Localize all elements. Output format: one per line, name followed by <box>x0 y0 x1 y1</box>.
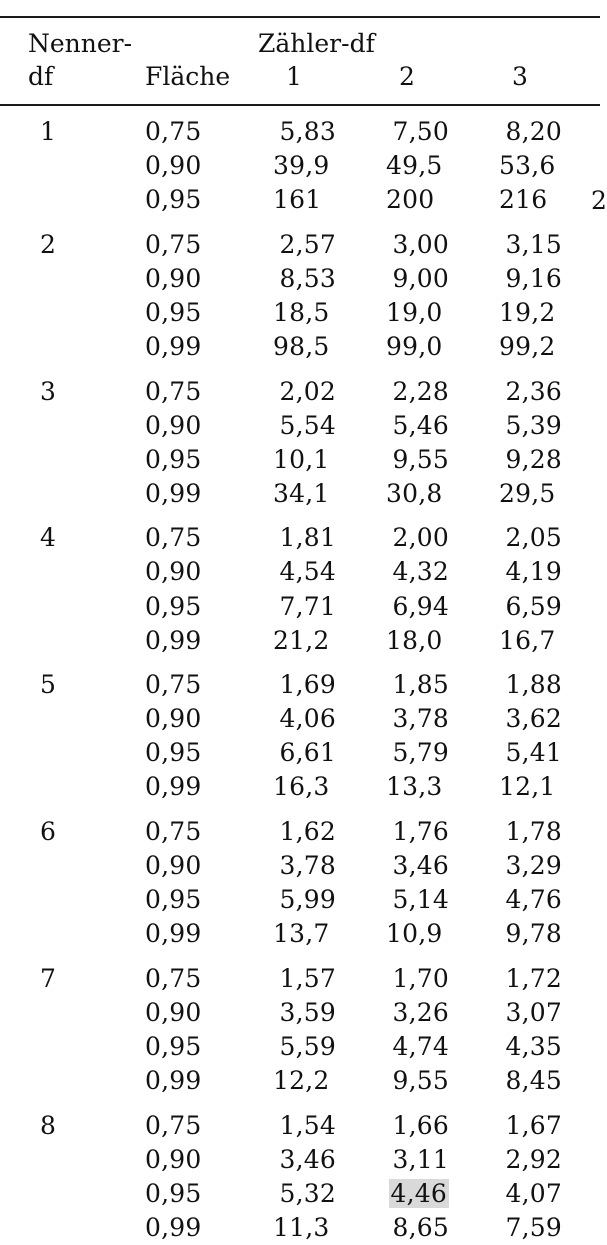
value-cell-v2 <box>386 330 442 364</box>
value-cell-v3 <box>498 849 562 883</box>
value-text: 8,45 <box>505 1066 562 1095</box>
value-cell-v1 <box>272 375 336 409</box>
value-cell-v3 <box>498 1143 562 1177</box>
value-text: 2,92 <box>505 1144 562 1174</box>
value-cell-v1 <box>272 1030 336 1064</box>
value-text: 4,35 <box>505 1031 562 1061</box>
value-cell-v1 <box>272 1143 336 1177</box>
value-text: 1,81 <box>279 523 336 553</box>
value-text: 12,1 <box>499 772 556 802</box>
value-cell-v2 <box>385 962 449 996</box>
value-cell-v3 <box>498 443 562 477</box>
area-cell: 0,90 <box>145 151 202 181</box>
value-text: 2,57 <box>279 229 336 259</box>
value-text: 11,3 <box>273 1212 330 1242</box>
value-cell-v2 <box>385 702 449 736</box>
value-cell-v2 <box>386 296 442 330</box>
value-text: 200 <box>386 185 435 215</box>
value-text: 6,61 <box>279 738 336 768</box>
value-cell-v2 <box>385 1064 449 1098</box>
value-cell-v2 <box>385 1177 449 1211</box>
value-text: 3,29 <box>505 851 562 880</box>
value-text: 99,0 <box>386 332 443 361</box>
value-text: 7,71 <box>279 591 336 621</box>
value-cell-v1 <box>273 330 329 364</box>
value-text: 13,3 <box>386 772 443 802</box>
value-text: 1,62 <box>279 816 336 846</box>
value-cell-v2 <box>385 736 449 770</box>
value-text: 5,41 <box>505 738 562 768</box>
value-text: 3,46 <box>392 851 449 880</box>
value-text: 5,79 <box>392 738 449 768</box>
value-text: 3,11 <box>392 1144 449 1174</box>
value-cell-v3 <box>498 962 562 996</box>
value-cell-v1 <box>272 849 336 883</box>
value-text: 16,3 <box>273 772 330 802</box>
header-nenner-line2: df <box>28 62 54 91</box>
value-cell-v3 <box>498 883 562 917</box>
value-cell-v2 <box>385 815 449 849</box>
value-cell-v2 <box>385 1030 449 1064</box>
value-text: 2,05 <box>505 523 562 553</box>
value-text: 19,0 <box>386 297 443 327</box>
denominator-df-cell: 2 <box>40 229 57 259</box>
value-text: 6,59 <box>505 591 562 621</box>
value-text: 5,99 <box>279 885 336 915</box>
value-text: 16,7 <box>499 625 556 655</box>
value-text: 3,15 <box>505 229 562 259</box>
value-cell-v3 <box>498 590 562 624</box>
value-cell-v1 <box>273 443 329 477</box>
value-cell-v1 <box>272 262 336 296</box>
value-cell-v2 <box>385 375 449 409</box>
area-cell: 0,75 <box>145 1110 202 1140</box>
header-flaeche: Fläche <box>145 62 231 91</box>
area-cell: 0,99 <box>145 919 202 949</box>
value-text: 4,46 <box>390 1178 447 1208</box>
value-text: 5,83 <box>279 117 336 146</box>
denominator-df-cell: 6 <box>40 816 57 846</box>
value-text: 4,06 <box>279 704 336 734</box>
area-cell: 0,75 <box>145 117 202 146</box>
value-cell-v1 <box>272 815 336 849</box>
value-cell-v1 <box>273 624 329 658</box>
denominator-df-cell: 8 <box>40 1110 57 1140</box>
value-cell-v3 <box>499 624 555 658</box>
value-text: 5,59 <box>279 1031 336 1061</box>
value-cell-v1 <box>273 770 329 804</box>
value-text: 8,20 <box>505 117 562 146</box>
value-text: 5,14 <box>392 885 449 915</box>
value-cell-v1 <box>272 736 336 770</box>
value-text: 3,59 <box>279 997 336 1027</box>
area-cell: 0,95 <box>145 885 202 915</box>
value-cell-v2 <box>386 770 442 804</box>
area-cell: 0,75 <box>145 229 202 259</box>
area-cell: 0,75 <box>145 376 202 406</box>
value-cell-v3 <box>498 736 562 770</box>
value-text: 9,00 <box>392 263 449 293</box>
value-text: 1,69 <box>279 670 336 700</box>
value-cell-v1 <box>272 702 336 736</box>
value-text: 8,53 <box>279 263 336 293</box>
value-cell-v2 <box>385 115 449 149</box>
value-text: 9,55 <box>392 444 449 474</box>
value-cell-v3 <box>499 770 555 804</box>
header-zaehler-df: Zähler-df <box>258 29 375 58</box>
value-text: 7,59 <box>505 1212 562 1242</box>
value-cell-v2 <box>385 883 449 917</box>
value-text: 29,5 <box>499 478 556 508</box>
value-text: 4,07 <box>505 1178 562 1208</box>
area-cell: 0,95 <box>145 444 202 474</box>
value-cell-v3 <box>499 149 555 183</box>
value-text: 99,2 <box>499 332 556 361</box>
value-text: 5,32 <box>279 1178 336 1208</box>
value-cell-v3 <box>498 1211 562 1245</box>
value-cell-v3 <box>498 815 562 849</box>
value-cell-v3 <box>499 183 547 217</box>
value-text: 9,16 <box>505 263 562 293</box>
value-cell-v2 <box>385 1143 449 1177</box>
denominator-df-cell: 7 <box>40 963 57 993</box>
value-cell-v3 <box>498 375 562 409</box>
denominator-df-cell: 5 <box>40 670 57 700</box>
area-cell: 0,90 <box>145 704 202 734</box>
value-cell-v1 <box>273 1211 329 1245</box>
value-text: 98,5 <box>273 332 330 361</box>
area-cell: 0,95 <box>145 738 202 768</box>
top-rule <box>0 16 600 18</box>
value-text: 7,50 <box>392 117 449 146</box>
value-cell-v3 <box>499 296 555 330</box>
value-cell-v1 <box>272 555 336 589</box>
value-cell-v3 <box>498 409 562 443</box>
value-cell-v1 <box>272 1177 336 1211</box>
value-cell-v1 <box>273 149 329 183</box>
value-cell-v1 <box>273 477 329 511</box>
value-text: 3,07 <box>505 997 562 1027</box>
value-text: 3,62 <box>505 704 562 734</box>
value-text: 5,39 <box>505 410 562 440</box>
value-cell-v1 <box>272 590 336 624</box>
value-cell-v2 <box>385 228 449 262</box>
value-cell-v3 <box>499 477 555 511</box>
value-cell-v3 <box>498 1030 562 1064</box>
value-cell-v2 <box>385 443 449 477</box>
value-cell-v1 <box>273 296 329 330</box>
value-cell-v2 <box>385 996 449 1030</box>
value-cell-v2 <box>385 555 449 589</box>
header-col-2: 2 <box>399 62 415 91</box>
value-text: 13,7 <box>273 919 330 949</box>
value-cell-v3 <box>498 228 562 262</box>
value-cell-v1 <box>272 115 336 149</box>
area-cell: 0,99 <box>145 1066 202 1095</box>
value-text: 10,1 <box>273 444 330 474</box>
value-cell-v1 <box>272 883 336 917</box>
value-text: 1,67 <box>505 1110 562 1140</box>
value-text: 3,78 <box>279 851 336 880</box>
value-cell-v1 <box>273 1064 329 1098</box>
value-cell-v1 <box>272 996 336 1030</box>
value-text: 216 <box>499 185 548 215</box>
header-col-3: 3 <box>512 62 528 91</box>
denominator-df-cell: 1 <box>40 117 57 146</box>
value-text: 1,54 <box>279 1110 336 1140</box>
value-text: 1,78 <box>505 816 562 846</box>
value-cell-v1 <box>272 409 336 443</box>
denominator-df-cell: 4 <box>40 523 57 553</box>
value-cell-v2 <box>385 849 449 883</box>
area-cell: 0,99 <box>145 478 202 508</box>
value-cell-v3 <box>498 1109 562 1143</box>
value-text: 12,2 <box>273 1066 330 1095</box>
area-cell: 0,99 <box>145 625 202 655</box>
value-text: 4,76 <box>505 885 562 915</box>
value-text: 30,8 <box>386 478 443 508</box>
value-cell-v2 <box>386 183 434 217</box>
cut-off-column-fragment: 2 <box>591 186 607 215</box>
denominator-df-cell: 3 <box>40 376 57 406</box>
value-text: 2,00 <box>392 523 449 553</box>
value-text: 2,02 <box>279 376 336 406</box>
value-cell-v1 <box>273 917 329 951</box>
area-cell: 0,99 <box>145 772 202 802</box>
value-text: 9,28 <box>505 444 562 474</box>
header-rule <box>0 104 600 106</box>
value-text: 1,85 <box>392 670 449 700</box>
value-cell-v2 <box>385 262 449 296</box>
value-text: 2,28 <box>392 376 449 406</box>
area-cell: 0,99 <box>145 332 202 361</box>
value-text: 1,76 <box>392 816 449 846</box>
value-cell-v1 <box>272 521 336 555</box>
value-text: 4,32 <box>392 557 449 587</box>
value-cell-v2 <box>386 149 442 183</box>
area-cell: 0,90 <box>145 1144 202 1174</box>
value-cell-v3 <box>498 668 562 702</box>
value-text: 18,0 <box>386 625 443 655</box>
header-col-1: 1 <box>286 62 302 91</box>
value-cell-v1 <box>272 228 336 262</box>
value-text: 3,46 <box>279 1144 336 1174</box>
area-cell: 0,75 <box>145 670 202 700</box>
value-cell-v3 <box>498 555 562 589</box>
value-cell-v3 <box>499 330 555 364</box>
value-text: 3,78 <box>392 704 449 734</box>
area-cell: 0,95 <box>145 1178 202 1208</box>
value-cell-v2 <box>386 624 442 658</box>
value-cell-v3 <box>498 702 562 736</box>
area-cell: 0,75 <box>145 816 202 846</box>
area-cell: 0,95 <box>145 185 202 215</box>
value-text: 53,6 <box>499 151 556 181</box>
header-nenner-line1: Nenner- <box>28 29 133 58</box>
area-cell: 0,75 <box>145 523 202 553</box>
value-cell-v2 <box>386 917 442 951</box>
value-cell-v3 <box>498 521 562 555</box>
area-cell: 0,90 <box>145 851 202 880</box>
value-text: 39,9 <box>273 151 330 181</box>
area-cell: 0,90 <box>145 557 202 587</box>
value-text: 18,5 <box>273 297 330 327</box>
area-cell: 0,95 <box>145 1031 202 1061</box>
area-cell: 0,75 <box>145 963 202 993</box>
value-text: 34,1 <box>273 478 330 508</box>
value-cell-v2 <box>385 590 449 624</box>
value-cell-v3 <box>498 917 562 951</box>
area-cell: 0,90 <box>145 263 202 293</box>
value-text: 3,26 <box>392 997 449 1027</box>
value-text: 161 <box>273 185 322 215</box>
value-cell-v3 <box>498 1064 562 1098</box>
value-cell-v3 <box>498 115 562 149</box>
value-cell-v1 <box>272 962 336 996</box>
value-text: 2,36 <box>505 376 562 406</box>
value-text: 1,70 <box>392 963 449 993</box>
value-cell-v2 <box>385 409 449 443</box>
area-cell: 0,95 <box>145 297 202 327</box>
value-cell-v2 <box>386 477 442 511</box>
area-cell: 0,95 <box>145 591 202 621</box>
value-text: 49,5 <box>386 151 443 181</box>
value-cell-v2 <box>385 521 449 555</box>
value-text: 6,94 <box>392 591 449 621</box>
value-cell-v3 <box>498 1177 562 1211</box>
value-cell-v3 <box>498 996 562 1030</box>
value-text: 1,66 <box>392 1110 449 1140</box>
value-text: 3,00 <box>392 229 449 259</box>
value-cell-v1 <box>272 668 336 702</box>
value-cell-v1 <box>273 183 321 217</box>
value-cell-v2 <box>385 668 449 702</box>
value-cell-v3 <box>498 262 562 296</box>
value-cell-v2 <box>385 1211 449 1245</box>
area-cell: 0,99 <box>145 1212 202 1242</box>
value-text: 1,72 <box>505 963 562 993</box>
value-text: 9,55 <box>392 1066 449 1095</box>
value-text: 19,2 <box>499 297 556 327</box>
value-text: 1,88 <box>505 670 562 700</box>
value-text: 10,9 <box>386 919 443 949</box>
value-text: 9,78 <box>505 919 562 949</box>
value-text: 8,65 <box>392 1212 449 1242</box>
value-cell-v1 <box>272 1109 336 1143</box>
area-cell: 0,90 <box>145 410 202 440</box>
value-text: 4,74 <box>392 1031 449 1061</box>
value-cell-v2 <box>385 1109 449 1143</box>
value-text: 4,19 <box>505 557 562 587</box>
value-text: 5,54 <box>279 410 336 440</box>
value-text: 4,54 <box>279 557 336 587</box>
value-text: 1,57 <box>279 963 336 993</box>
value-text: 5,46 <box>392 410 449 440</box>
value-text: 21,2 <box>273 625 330 655</box>
area-cell: 0,90 <box>145 997 202 1027</box>
